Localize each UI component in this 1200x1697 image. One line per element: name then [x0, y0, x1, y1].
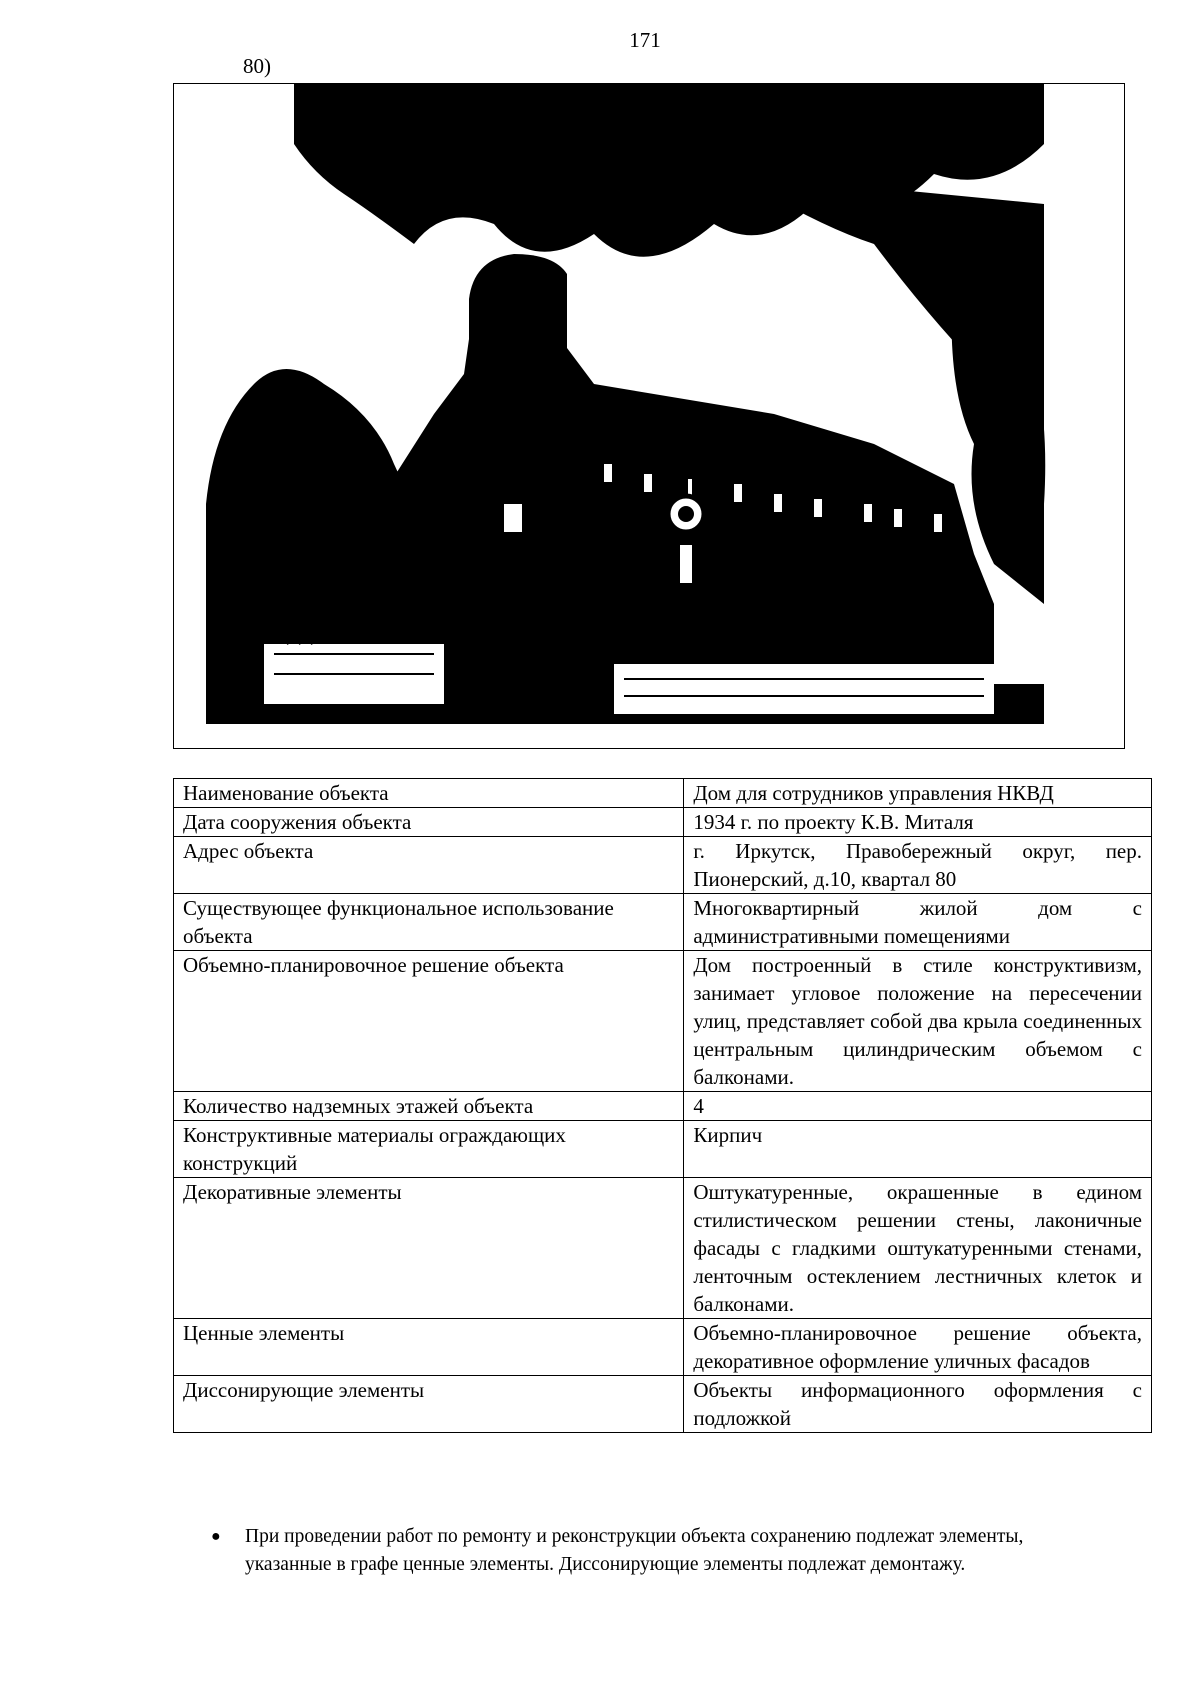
row-label: Дата сооружения объекта	[174, 808, 684, 837]
row-value: Дом для сотрудников управления НКВД	[684, 779, 1152, 808]
row-value: 4	[684, 1092, 1152, 1121]
page-number: 171	[629, 28, 661, 52]
note-text: При проведении работ по ремонту и реконструкции объекта сохранению подлежат элементы, указанные в графе ценные элементы. Диссонирующие элементы подлежат демонтажу.	[245, 1526, 1024, 1575]
row-label: Диссонирующие элементы	[174, 1376, 684, 1433]
bullet-icon: ●	[211, 1528, 221, 1545]
photo-caption: 80)	[243, 54, 271, 78]
row-value: Оштукатуренные, окрашенные в едином стилистическом решении стены, лаконичные фасады с гладкими оштукатуренными стенами, ленточным остеклением лестничных клеток и балконами.	[684, 1178, 1152, 1319]
table-row	[174, 808, 1152, 837]
table-row	[174, 951, 1152, 1092]
table-row	[174, 1092, 1152, 1121]
table-row	[174, 894, 1152, 951]
row-value: Кирпич	[684, 1121, 1152, 1178]
row-label: Конструктивные материалы ограждающих конструкций	[174, 1121, 684, 1178]
row-label: Объемно-планировочное решение объекта	[174, 951, 684, 1092]
table-row	[174, 837, 1152, 894]
building-photo	[173, 83, 1125, 749]
row-value: Объемно-планировочное решение объекта, декоративное оформление уличных фасадов	[684, 1319, 1152, 1376]
row-label: Адрес объекта	[174, 837, 684, 894]
row-label: Количество надземных этажей объекта	[174, 1092, 684, 1121]
table-row	[174, 1178, 1152, 1319]
building-photo-image	[174, 84, 1125, 749]
row-value: Дом построенный в стиле конструктивизм, занимает угловое положение на пересечении улиц, представляет собой два крыла соединенных центральным цилиндрическим объемом с балконами.	[684, 951, 1152, 1092]
table-row	[174, 1319, 1152, 1376]
row-value: Объекты информационного оформления с подложкой	[684, 1376, 1152, 1433]
list-item	[205, 1523, 1105, 1579]
row-label: Существующее функциональное использование объекта	[174, 894, 684, 951]
row-value: 1934 г. по проекту К.В. Миталя	[684, 808, 1152, 837]
row-value: г. Иркутск, Правобережный округ, пер. Пионерский, д.10, квартал 80	[684, 837, 1152, 894]
row-label: Ценные элементы	[174, 1319, 684, 1376]
table-row	[174, 1376, 1152, 1433]
row-value: Многоквартирный жилой дом с административными помещениями	[684, 894, 1152, 951]
notes-section	[205, 1523, 1105, 1579]
table-row	[174, 779, 1152, 808]
object-info-table	[173, 778, 1152, 1433]
row-label: Декоративные элементы	[174, 1178, 684, 1319]
table-row	[174, 1121, 1152, 1178]
row-label: Наименование объекта	[174, 779, 684, 808]
